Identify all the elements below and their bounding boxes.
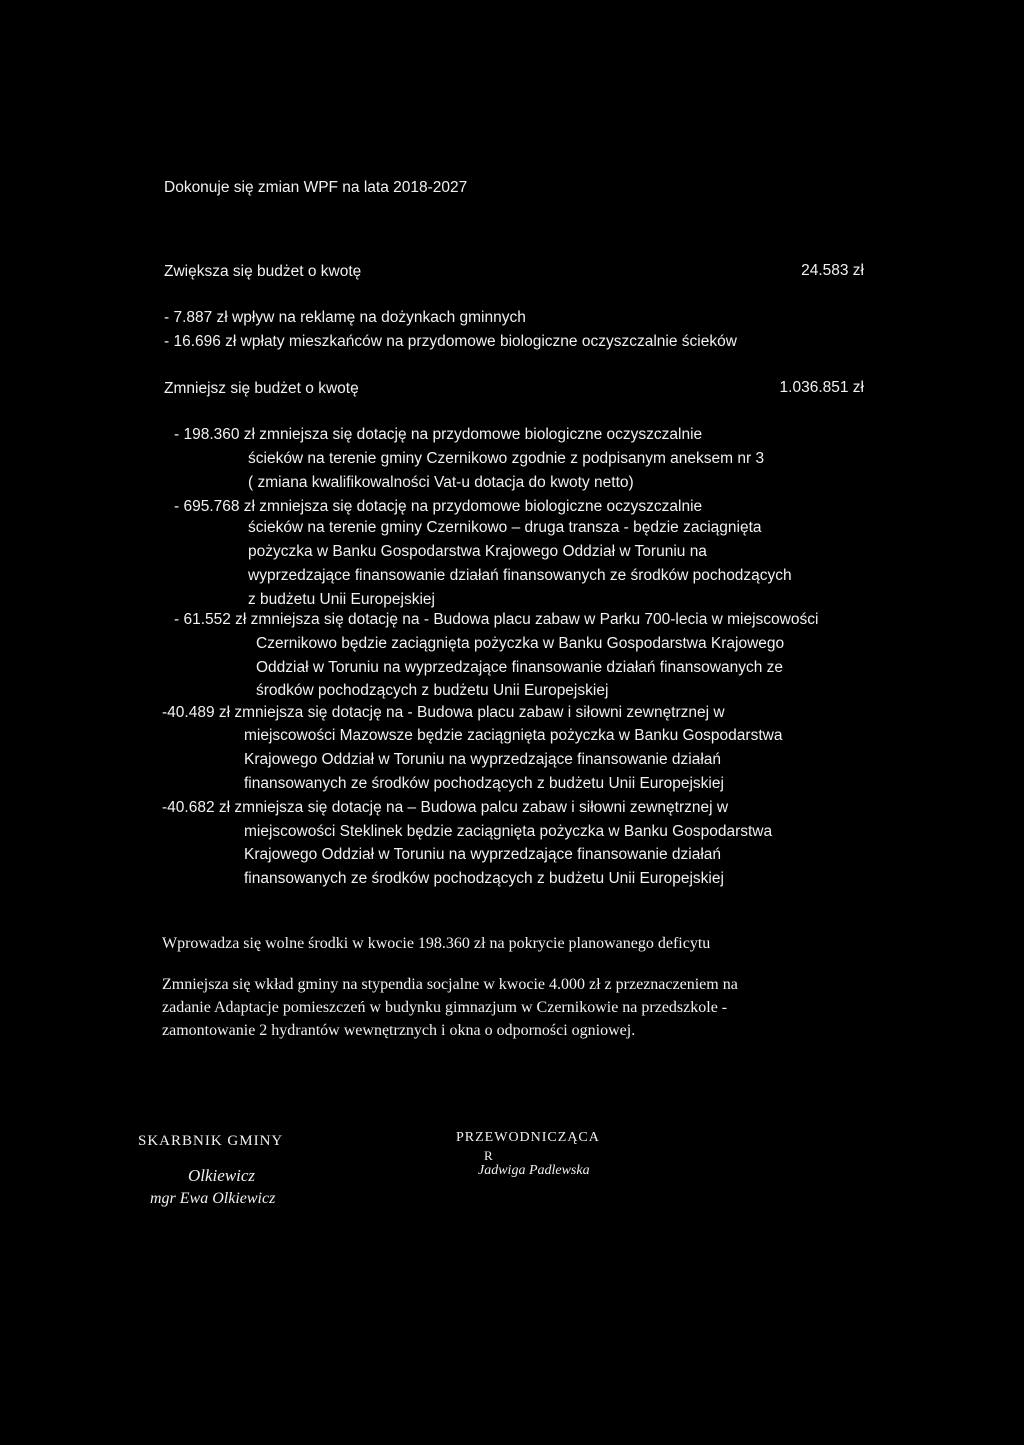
chairwoman-name: Jadwiga Padlewska <box>478 1163 590 1178</box>
decrease-item-continuation: miejscowości Steklinek będzie zaciągnięta pożyczka w Banku Gospodarstwa <box>244 823 773 840</box>
scholarship-paragraph-line: zamontowanie 2 hydrantów wewnętrznych i okna o odporności ogniowej. <box>162 1022 636 1039</box>
free-funds-paragraph: Wprowadza się wolne środki w kwocie 198.360 zł na pokrycie planowanego deficytu <box>162 935 711 952</box>
decrease-item-198360: - 198.360 zł zmniejsza się dotację na przydomowe biologiczne oczyszczalnie <box>174 426 703 443</box>
treasurer-signature: Olkiewicz <box>188 1166 256 1185</box>
decrease-item-continuation: ścieków na terenie gminy Czernikowo zgodnie z podpisanym aneksem nr 3 <box>248 450 765 467</box>
decrease-item-continuation: wyprzedzające finansowanie działań finansowanych ze środków pochodzących <box>248 567 792 584</box>
decrease-amount: 1.036.851 zł <box>779 379 864 396</box>
decrease-item-40682: -40.682 zł zmniejsza się dotację na – Budowa palcu zabaw i siłowni zewnętrznej w <box>162 799 729 816</box>
decrease-item-continuation: Krajowego Oddział w Toruniu na wyprzedzające finansowanie działań <box>244 846 722 863</box>
increase-item: - 16.696 zł wpłaty mieszkańców na przydomowe biologiczne oczyszczalnie ścieków <box>164 333 737 350</box>
treasurer-title: SKARBNIK GMINY <box>138 1133 284 1149</box>
decrease-item-continuation: miejscowości Mazowsze będzie zaciągnięta pożyczka w Banku Gospodarstwa <box>244 727 783 744</box>
document-heading: Dokonuje się zmian WPF na lata 2018-2027 <box>164 179 468 196</box>
treasurer-name: mgr Ewa Olkiewicz <box>150 1190 276 1207</box>
chairwoman-title: PRZEWODNICZĄCA <box>456 1130 600 1145</box>
decrease-item-continuation: Czernikowo będzie zaciągnięta pożyczka w Banku Gospodarstwa Krajowego <box>256 635 785 652</box>
decrease-item-continuation: finansowanych ze środków pochodzących z budżetu Unii Europejskiej <box>244 775 724 792</box>
decrease-item-695768: - 695.768 zł zmniejsza się dotację na przydomowe biologiczne oczyszczalnie <box>174 498 703 515</box>
decrease-item-continuation: z budżetu Unii Europejskiej <box>248 591 435 608</box>
decrease-item-continuation: Oddział w Toruniu na wyprzedzające finansowanie działań finansowanych ze <box>256 659 784 676</box>
chairwoman-subtitle: R <box>484 1148 494 1163</box>
decrease-item-continuation: pożyczka w Banku Gospodarstwa Krajowego Oddział w Toruniu na <box>248 543 707 560</box>
increase-label: Zwiększa się budżet o kwotę <box>164 263 362 280</box>
decrease-label: Zmniejsz się budżet o kwotę <box>164 380 359 397</box>
decrease-item-continuation: ( zmiana kwalifikowalności Vat-u dotacja do kwoty netto) <box>248 474 634 491</box>
increase-amount: 24.583 zł <box>801 262 864 279</box>
scholarship-paragraph-line: zadanie Adaptacje pomieszczeń w budynku gimnazjum w Czernikowie na przedszkole - <box>162 999 728 1016</box>
decrease-item-61552: - 61.552 zł zmniejsza się dotację na - Budowa placu zabaw w Parku 700-lecia w miejscowości <box>174 611 819 628</box>
decrease-item-continuation: środków pochodzących z budżetu Unii Europejskiej <box>256 682 609 699</box>
scholarship-paragraph-line: Zmniejsza się wkład gminy na stypendia socjalne w kwocie 4.000 zł z przeznaczeniem na <box>162 976 738 993</box>
decrease-item-continuation: Krajowego Oddział w Toruniu na wyprzedzające finansowanie działań <box>244 751 722 768</box>
decrease-item-continuation: ścieków na terenie gminy Czernikowo – druga transza - będzie zaciągnięta <box>248 519 762 536</box>
decrease-item-40489: -40.489 zł zmniejsza się dotację na - Budowa placu zabaw i siłowni zewnętrznej w <box>162 704 725 721</box>
increase-item: - 7.887 zł wpływ na reklamę na dożynkach gminnych <box>164 309 526 326</box>
decrease-item-continuation: finansowanych ze środków pochodzących z budżetu Unii Europejskiej <box>244 870 724 887</box>
